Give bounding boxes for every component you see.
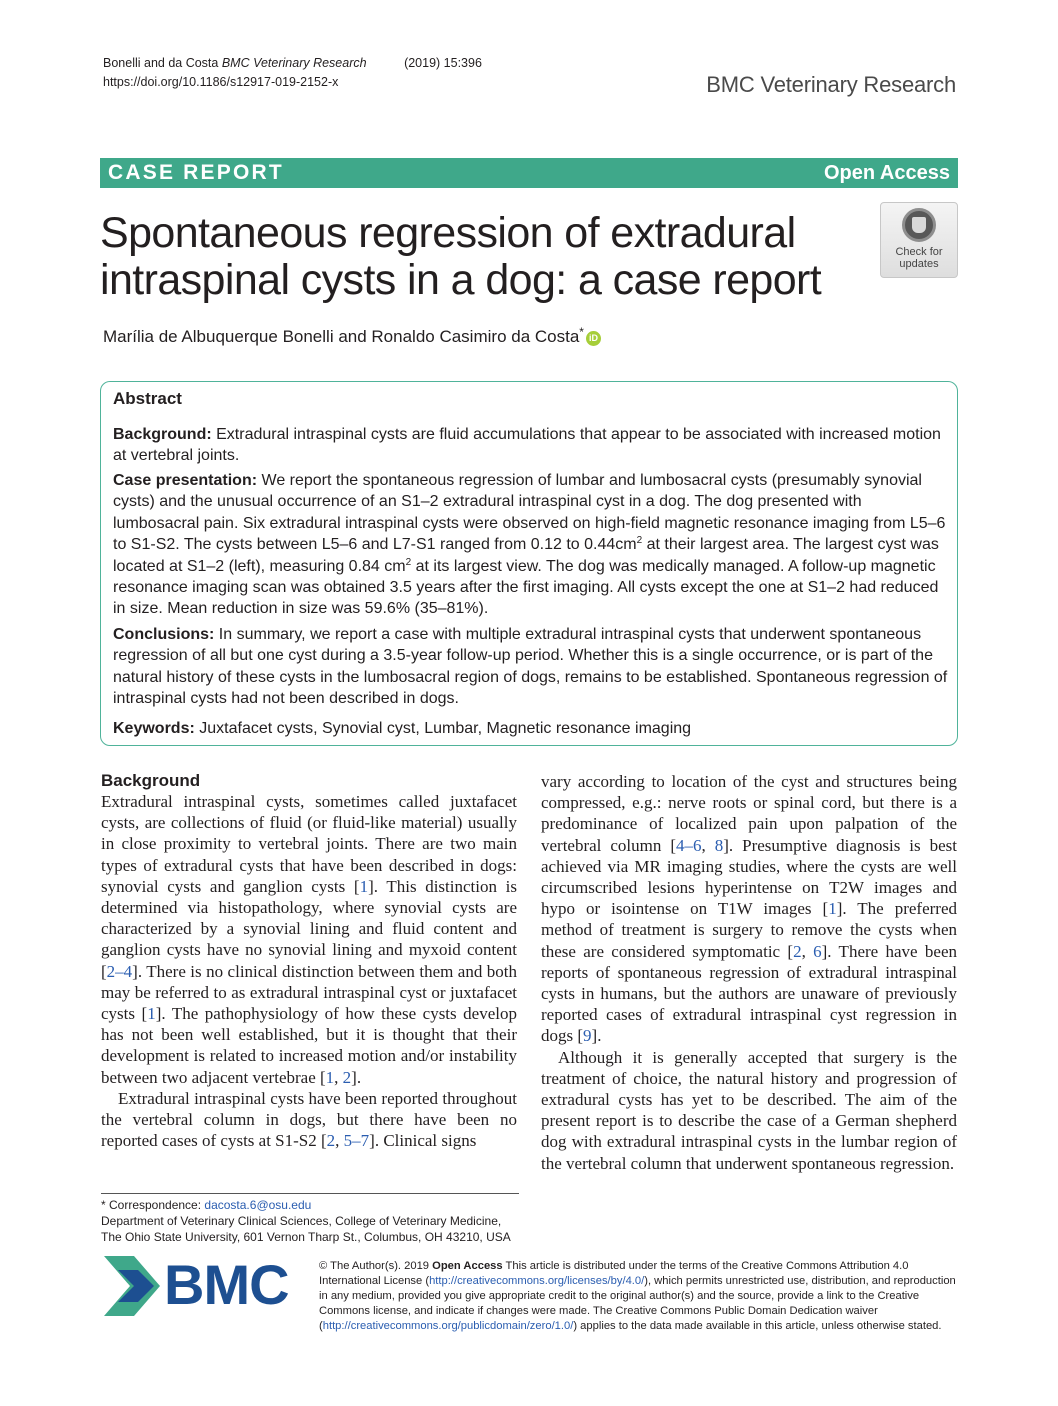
footnote-divider [101,1193,519,1194]
license-statement [319,1259,959,1334]
orcid-icon[interactable]: iD [586,331,601,346]
paragraph-text: Extradural intraspinal cysts, sometimes called juxtafacet cysts, are collections of fluid (or fluid-like material) usually in close proximity to vertebral joints. There are two main types of extradural cysts that have been described in dogs: synovial cysts and ganglion cysts [ [101,792,517,896]
case-sup-2: 2 [405,556,412,568]
body-column-right [541,771,957,1174]
paragraph-text: ]. This distinction is determined via histopathology, where synovial cysts are characterized by a synovial lining and fluid content and ganglion cysts have no synovial lining and myxoid content [ [101,876,517,981]
correspondence-email[interactable]: dacosta.6@osu.edu [204,1198,312,1212]
keywords-label: Keywords: [113,720,195,737]
body-paragraph [101,791,517,1088]
background-text: Extradural intraspinal cysts are fluid accumulations that appear to be associated with increased motion at vertebral joints. [113,426,941,465]
body-paragraph [541,771,957,1047]
license-text: This article is distributed under the terms of the Creative Commons Attribution 4.0 International License ( [319,1260,909,1287]
article-type-label: CASE REPORT [108,161,284,184]
background-label: Background: [113,426,212,443]
paragraph-text: ]. Clinical signs [369,1131,477,1151]
body-paragraph: Although it is generally accepted that surgery is the treatment of choice, the natural history and progression of extradural cysts has yet to be described. The aim of the present report is to describe the case of a German shepherd dog with extradural intraspinal cysts in the lumbar region of the vertebral column that underwent spontaneous regression. [541,1047,957,1173]
paragraph-text: ]. There have been reports of spontaneous regression of extradural intraspinal cysts in humans, but the authors are unaware of previously reported cases of extradural intraspinal cyst regression in dogs [ [541,941,958,1046]
affiliation-department: Department of Veterinary Clinical Sciences, College of Veterinary Medicine, [101,1214,502,1228]
conclusions-label: Conclusions: [113,626,215,643]
citation-link[interactable]: 1 [147,1004,156,1024]
abstract-conclusions [113,624,948,710]
body-column-left [101,791,517,1151]
citation-line [103,54,482,72]
citation-link[interactable]: 2–4 [106,961,133,981]
case-text-2: at their largest area. The largest cyst was located at S1–2 (left), measuring 0.84 cm [113,536,939,575]
paragraph-text: ]. The preferred method of treatment is surgery to remove the cysts when these are considered symptomatic [ [541,899,957,961]
license-copyright: © The Author(s). 2019 [319,1260,433,1272]
license-open-access: Open Access [432,1260,503,1272]
citation-year-volume: (2019) 15:396 [404,56,482,70]
correspondence-label: * Correspondence: [101,1198,205,1212]
paragraph-text: , [701,835,715,855]
check-for-updates-text [880,246,958,270]
paragraph-text: ]. Presumptive diagnosis is best achieved via MR imaging studies, where the cysts are well circumscribed lesions hyperintense on T2W images and hypo or isointense on T1W images [ [541,835,958,919]
license-url-link[interactable]: http://creativecommons.org/licenses/by/4.0/ [429,1275,645,1287]
section-heading-background: Background [101,771,201,790]
paragraph-text: ]. The pathophysiology of how these cysts develop has not been well established, but it is thought that their development is related to increased motion and/or instability between two adjacent vertebrae [ [101,1004,517,1087]
keywords-text: Juxtafacet cysts, Synovial cyst, Lumbar, Magnetic resonance imaging [199,720,692,737]
abstract-heading: Abstract [113,389,182,408]
citation-link[interactable]: 6 [813,941,822,961]
citation-link[interactable]: 4–6 [676,835,702,855]
citation-link[interactable]: 1 [359,876,369,896]
paragraph-text: ]. There is no clinical distinction between them and both may be referred to as extradural intraspinal cyst or juxtafacet cysts [ [101,961,517,1024]
abstract-case-presentation [113,470,948,620]
citation-link[interactable]: 1 [325,1067,335,1087]
citation-authors: Bonelli and da Costa [103,56,219,70]
citation-link[interactable]: 2 [342,1067,352,1087]
check-for-updates-line-2: updates [899,258,939,270]
affiliation-address: The Ohio State University, 601 Vernon Tharp St., Columbus, OH 43210, USA [101,1230,511,1244]
corresponding-mark: * [579,325,584,339]
author-list [103,321,601,348]
case-sup-1: 2 [636,535,643,547]
citation-link[interactable]: 8 [714,835,724,855]
license-text: ) applies to the data made available in this article, unless otherwise stated. [573,1320,942,1332]
citation-link[interactable]: 2 [326,1131,336,1151]
paragraph-text: Extradural intraspinal cysts have been reported throughout the vertebral column in dogs, but there have been no reported cases of cysts at S1-S2 [ [101,1088,517,1151]
body-paragraph [101,1088,517,1152]
case-text-1: We report the spontaneous regression of lumbar and lumbosacral cysts (presumably synovial cysts) and the unusual occurrence of an S1–2 extradural intraspinal cyst in a dog. The dog presented with lumbosacral pain. Six extradural intraspinal cysts were observed on high-field magnetic resonance imaging from L5–6 to S1-S2. The cysts between L5–6 and L7-S1 ranged from 0.12 to 0.44cm [113,472,946,554]
citation-link[interactable]: 1 [828,899,837,919]
case-presentation-label: Case presentation: [113,472,258,489]
abstract-keywords [113,718,948,739]
citation-link[interactable]: 2 [793,941,802,961]
bmc-logo-text: BMC [164,1253,289,1316]
citation-journal: BMC Veterinary Research [221,56,367,70]
paragraph-text: , [334,1067,343,1087]
correspondence-line [101,1197,531,1214]
author-names: Marília de Albuquerque Bonelli and Ronaldo Casimiro da Costa [103,327,580,346]
citation-link[interactable]: 5–7 [343,1131,370,1151]
public-domain-url-link[interactable]: http://creativecommons.org/publicdomain/zero/1.0/ [322,1320,574,1332]
title-line-1: Spontaneous regression of extradural [100,209,796,257]
paragraph-text: ]. [351,1067,362,1087]
license-text: ), which permits unrestricted use, distribution, and reproduction in any medium, provided you give appropriate credit to the original author(s) and the source, provide a link to the Creative Commons license, and indicate if changes were made. The Creative Commons Public Domain Dedication waiver ( [319,1275,956,1332]
paragraph-text: , [335,1131,344,1151]
paragraph-text: ]. [591,1026,602,1046]
paragraph-text: , [801,941,814,961]
article-title [100,210,860,304]
case-text-3: at its largest view. The dog was medically managed. A follow-up magnetic resonance imaging scan was obtained 3.5 years after the first imaging. All cysts except the one at S1–2 had reduced in size. Mean reduction in size was 59.6% (35–81%). [113,557,939,618]
journal-brand: BMC Veterinary Research [706,72,956,97]
check-for-updates-line-1: Check for [895,246,943,258]
paragraph-text: vary according to location of the cyst and structures being compressed, e.g.: nerve roots or spinal cord, but there is a predominance of localized pain upon palpation of the vertebral column [ [541,772,957,855]
title-line-2: intraspinal cysts in a dog: a case report [100,256,822,304]
open-access-label: Open Access [824,162,950,184]
bookmark-icon [912,217,926,233]
abstract-background [113,424,948,467]
citation-link[interactable]: 9 [583,1026,592,1046]
conclusions-text: In summary, we report a case with multiple extradural intraspinal cysts that underwent spontaneous regression of all but one cyst during a 3.5-year follow-up period. Whether this is a single occurrence, or is part of the natural history of these cysts in the lumbosacral region of dogs, remains to be established. Spontaneous regression of intraspinal cysts had not been described in dogs. [113,626,948,708]
doi-link[interactable]: https://doi.org/10.1186/s12917-019-2152-x [103,75,339,89]
